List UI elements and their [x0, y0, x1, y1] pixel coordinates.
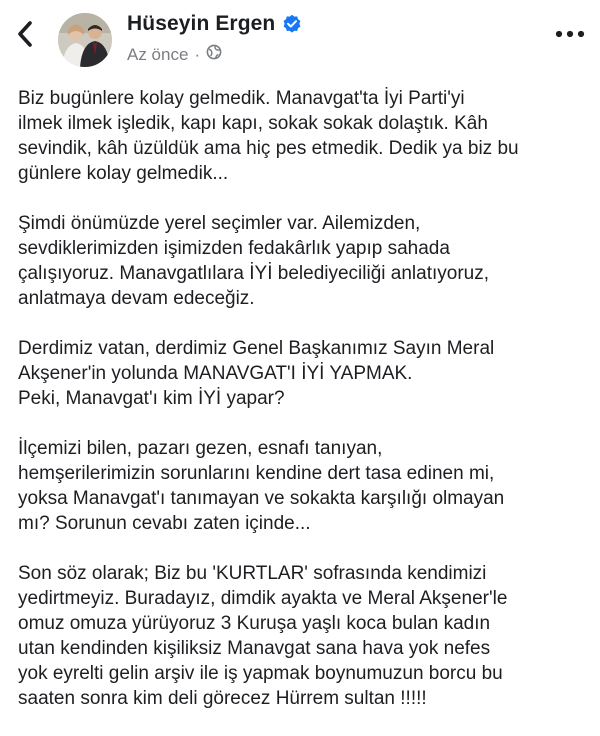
meta-separator: · — [194, 44, 201, 64]
profile-photo — [58, 13, 112, 67]
more-horizontal-icon — [555, 30, 585, 38]
post-paragraph: İlçemizi bilen, pazarı gezen, esnafı tanıyan, hemşerilerimizin sorunlarını kendine dert tasa edinen mi, yoksa Manavgat'ı tanımayan ve sokakta karşılığı olmayan mı? Sorunun cevabı zaten içinde... — [18, 438, 505, 534]
back-button[interactable] — [10, 16, 40, 52]
chevron-left-icon — [14, 19, 36, 49]
author-row — [127, 12, 302, 36]
post-body — [18, 86, 590, 711]
post-paragraph: Biz bugünlere kolay gelmedik. Manavgat'ta İyi Parti'yi ilmek ilmek işledik, kapı kapı, sokak sokak dolaştık. Kâh sevindik, kâh üzüldük ama hiç pes etmedik. Dedik ya biz bu günlere kolay gelmedik... — [18, 88, 519, 184]
post-meta — [127, 44, 222, 65]
post-paragraph: Derdimiz vatan, derdimiz Genel Başkanımız Sayın Meral Akşener'in yolunda MANAVGAT'I İYİ YAPMAK. Peki, Manavgat'ı kim İYİ yapar? — [18, 338, 495, 409]
post-paragraph: Şimdi önümüzde yerel seçimler var. Ailemizden, sevdiklerimizden işimizden fedakârlık yapıp sahada çalışıyoruz. Manavgatlılara İYİ belediyeciliği anlatıyoruz, anlatmaya devam edeceğiz. — [18, 213, 490, 309]
avatar[interactable] — [58, 13, 112, 67]
post-timestamp[interactable]: Az önce — [127, 44, 189, 64]
post-paragraph: Son söz olarak; Biz bu 'KURTLAR' sofrasında kendimizi yedirtmeyiz. Buradayız, dimdik ayakta ve Meral Akşener'le omuz omuza yürüyoruz 3 Kuruşa yaşlı koca bulan kadın utan kendinden kişiliksiz Manavgat sana hava yok nefes yok eyrelti gelin arşiv ile iş yapmak boynumuzun borcu bu saaten sonra kim deli görecez Hürrem sultan !!!!! — [18, 563, 508, 709]
more-options-button[interactable] — [552, 22, 588, 46]
globe-icon — [206, 44, 222, 65]
author-name[interactable]: Hüseyin Ergen — [127, 12, 276, 35]
verified-badge-icon — [282, 14, 302, 34]
post-header — [0, 0, 600, 82]
